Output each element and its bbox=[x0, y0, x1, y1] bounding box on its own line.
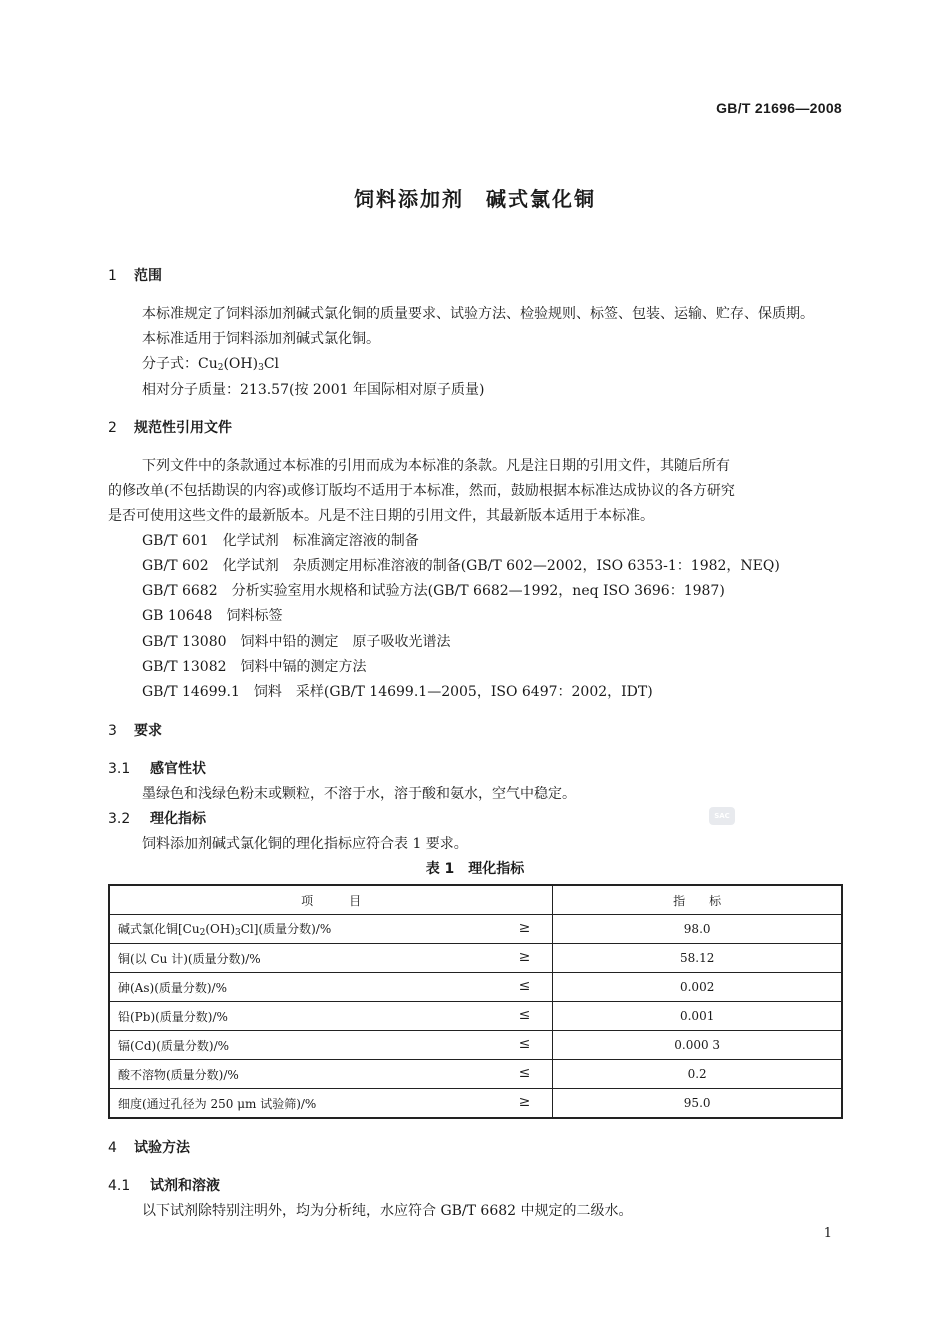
table-header-row bbox=[109, 885, 842, 915]
section-number: 4 bbox=[108, 1140, 117, 1156]
specification-table bbox=[108, 884, 843, 1119]
section-2-heading bbox=[108, 417, 232, 437]
section-3-heading bbox=[108, 720, 162, 740]
table-row bbox=[109, 1002, 842, 1031]
section-number: 2 bbox=[108, 420, 117, 436]
value-cell: 0.2 bbox=[553, 1060, 842, 1089]
reference-item: GB/T 13082 饲料中镉的测定方法 bbox=[142, 659, 367, 675]
standard-number: GB/T 21696—2008 bbox=[716, 100, 842, 116]
molecular-mass: 相对分子质量：213.57(按 2001 年国际相对原子质量) bbox=[142, 382, 485, 398]
section-title: 试验方法 bbox=[134, 1140, 190, 1156]
table-row bbox=[109, 944, 842, 973]
subsection-3-2-heading bbox=[108, 808, 206, 828]
comparison-symbol: ≤ bbox=[518, 1065, 531, 1081]
column-header-item: 项 目 bbox=[109, 885, 553, 915]
item-cell: 铅(Pb)(质量分数)/% ≤ bbox=[109, 1002, 553, 1031]
reference-item: GB/T 14699.1 饲料 采样(GB/T 14699.1—2005，ISO 6497：2002，IDT) bbox=[142, 684, 653, 700]
value-cell: 0.001 bbox=[553, 1002, 842, 1031]
section-title: 规范性引用文件 bbox=[134, 420, 232, 436]
subsection-number: 4.1 bbox=[108, 1178, 131, 1194]
section-1-paragraph: 本标准规定了饲料添加剂碱式氯化铜的质量要求、试验方法、检验规则、标签、包装、运输、贮存、保质期。 bbox=[142, 306, 814, 322]
subsection-4-1-heading bbox=[108, 1175, 220, 1195]
value-cell: 0.002 bbox=[553, 973, 842, 1002]
item-cell: 铜(以 Cu 计)(质量分数)/% ≥ bbox=[109, 944, 553, 973]
table-row bbox=[109, 973, 842, 1002]
comparison-symbol: ≤ bbox=[518, 1036, 531, 1052]
reference-item: GB/T 6682 分析实验室用水规格和试验方法(GB/T 6682—1992，neq ISO 3696：1987) bbox=[142, 583, 725, 599]
molecular-formula: 分子式：$Cu_2(OH)_3Cl$ bbox=[142, 356, 280, 373]
table-caption: 表 1 理化指标 bbox=[425, 861, 525, 877]
section-1-paragraph: 本标准适用于饲料添加剂碱式氯化铜。 bbox=[142, 331, 380, 347]
section-2-intro: 是否可使用这些文件的最新版本。凡是不注日期的引用文件，其最新版本适用于本标准。 bbox=[108, 508, 654, 524]
comparison-symbol: ≥ bbox=[518, 949, 531, 965]
comparison-symbol: ≥ bbox=[518, 1094, 531, 1110]
table-row bbox=[109, 1060, 842, 1089]
item-cell: 细度(通过孔径为 250 μm 试验筛)/% ≥ bbox=[109, 1089, 553, 1119]
subsection-3-1-heading bbox=[108, 758, 206, 778]
comparison-symbol: ≤ bbox=[518, 1007, 531, 1023]
item-cell: 酸不溶物(质量分数)/% ≤ bbox=[109, 1060, 553, 1089]
section-number: 1 bbox=[108, 268, 117, 284]
value-cell: 58.12 bbox=[553, 944, 842, 973]
section-2-intro: 的修改单(不包括勘误的内容)或修订版均不适用于本标准，然而，鼓励根据本标准达成协议的各方研究 bbox=[108, 483, 735, 499]
reference-item: GB 10648 饲料标签 bbox=[142, 608, 283, 624]
subsection-title: 试剂和溶液 bbox=[150, 1178, 220, 1194]
reference-item: GB/T 602 化学试剂 杂质测定用标准溶液的制备(GB/T 602—2002，ISO 6353-1：1982，NEQ) bbox=[142, 558, 780, 574]
value-cell: 95.0 bbox=[553, 1089, 842, 1119]
table-row bbox=[109, 1089, 842, 1119]
page-number: 1 bbox=[823, 1226, 832, 1241]
subsection-title: 理化指标 bbox=[150, 811, 206, 827]
document-title: 饲料添加剂 碱式氯化铜 bbox=[354, 187, 596, 211]
subsection-number: 3.1 bbox=[108, 761, 131, 777]
section-title: 范围 bbox=[134, 268, 162, 284]
section-number: 3 bbox=[108, 723, 117, 739]
value-cell: 0.000 3 bbox=[553, 1031, 842, 1060]
subsection-4-1-text: 以下试剂除特别注明外，均为分析纯，水应符合 GB/T 6682 中规定的二级水。 bbox=[142, 1203, 633, 1219]
subsection-title: 感官性状 bbox=[150, 761, 206, 777]
item-cell: 碱式氯化铜$[Cu_2(OH)_3Cl]$(质量分数)/% ≥ bbox=[109, 915, 553, 944]
comparison-symbol: ≥ bbox=[518, 920, 531, 936]
section-title: 要求 bbox=[134, 723, 162, 739]
column-header-value: 指 标 bbox=[553, 885, 842, 915]
reference-item: GB/T 13080 饲料中铅的测定 原子吸收光谱法 bbox=[142, 634, 451, 650]
subsection-3-1-text: 墨绿色和浅绿色粉末或颗粒，不溶于水，溶于酸和氨水，空气中稳定。 bbox=[142, 786, 576, 802]
subsection-number: 3.2 bbox=[108, 811, 131, 827]
table-row bbox=[109, 1031, 842, 1060]
sac-watermark: SAC bbox=[709, 807, 735, 825]
reference-item: GB/T 601 化学试剂 标准滴定溶液的制备 bbox=[142, 533, 419, 549]
comparison-symbol: ≤ bbox=[518, 978, 531, 994]
section-2-intro: 下列文件中的条款通过本标准的引用而成为本标准的条款。凡是注日期的引用文件，其随后所有 bbox=[142, 458, 730, 474]
section-1-heading bbox=[108, 265, 162, 285]
subsection-3-2-text: 饲料添加剂碱式氯化铜的理化指标应符合表 1 要求。 bbox=[142, 836, 468, 852]
item-cell: 砷(As)(质量分数)/% ≤ bbox=[109, 973, 553, 1002]
section-4-heading bbox=[108, 1137, 190, 1157]
item-cell: 镉(Cd)(质量分数)/% ≤ bbox=[109, 1031, 553, 1060]
table-row bbox=[109, 915, 842, 944]
value-cell: 98.0 bbox=[553, 915, 842, 944]
